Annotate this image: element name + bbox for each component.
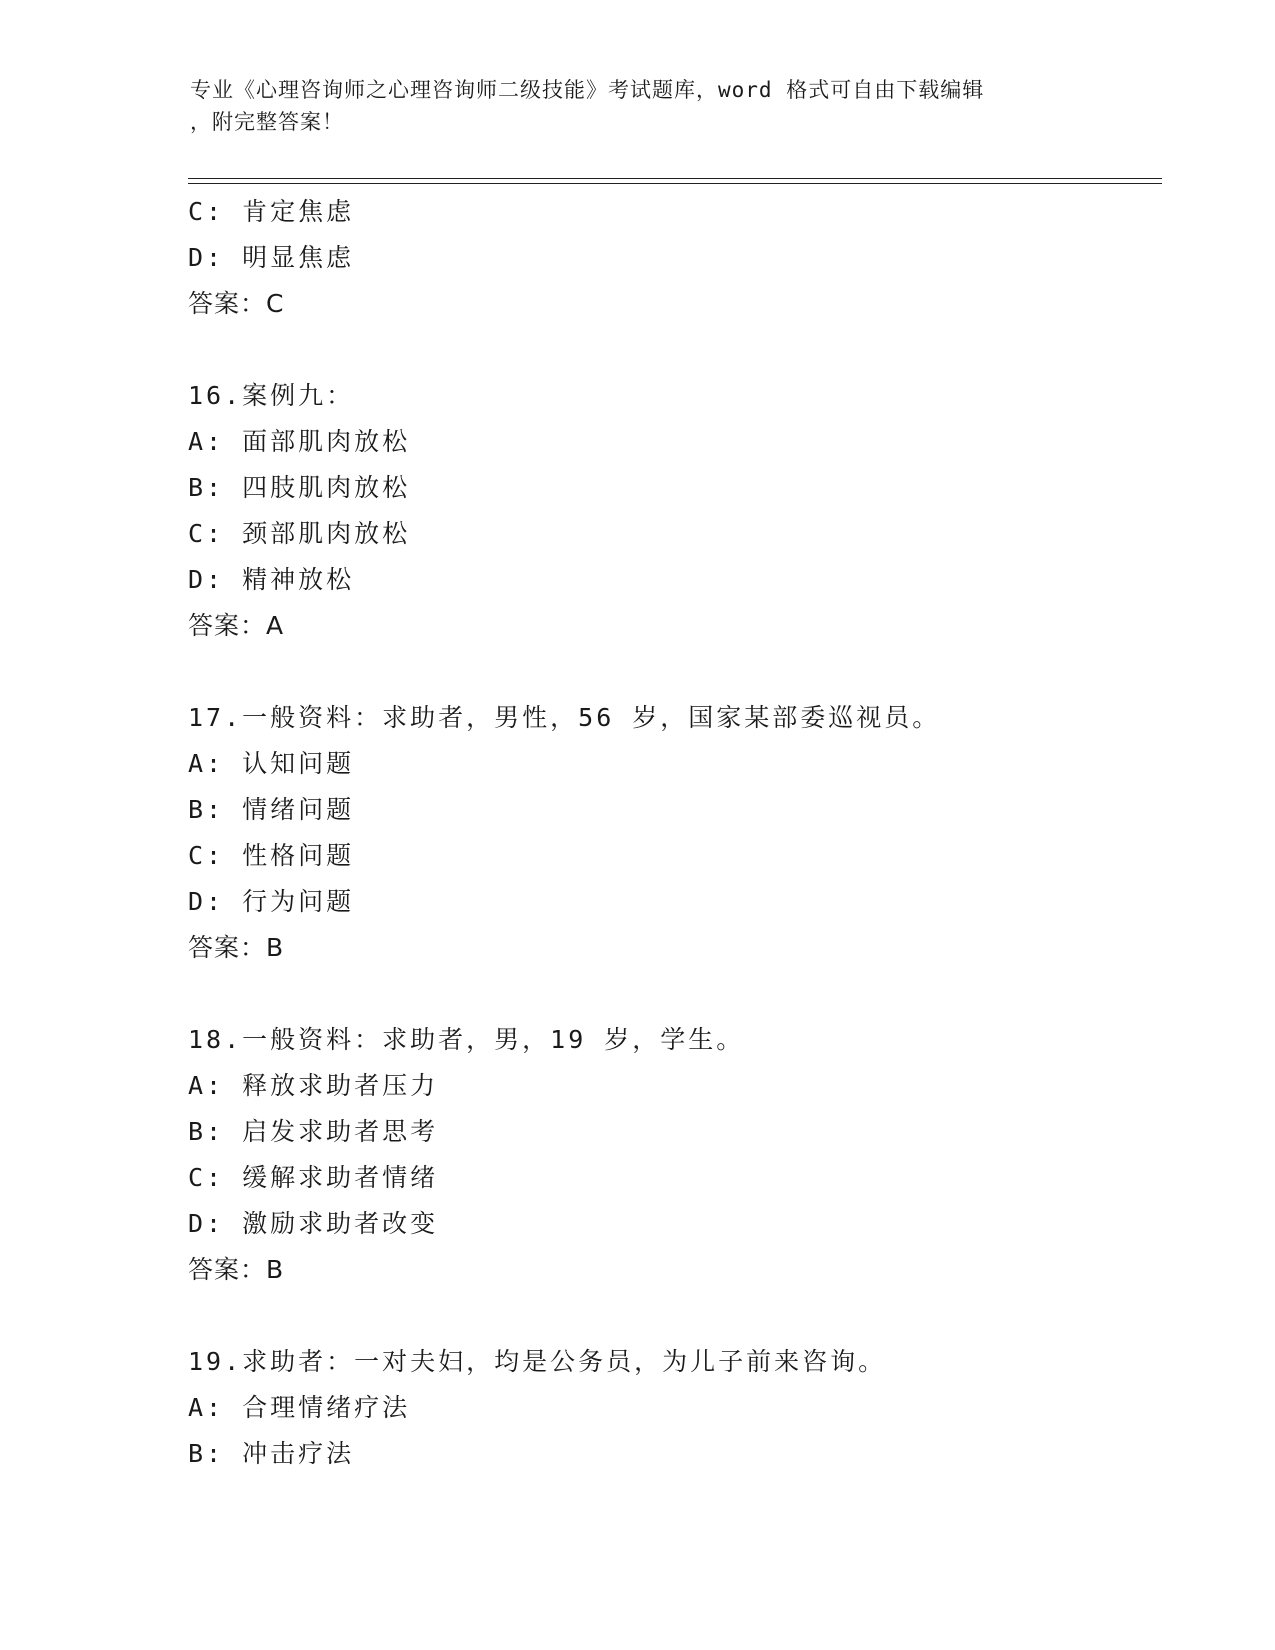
question-content [188, 189, 1148, 1477]
question-stem: 19.求助者：一对夫妇，均是公务员，为儿子前来咨询。 [188, 1347, 887, 1376]
question-19 [188, 1339, 1148, 1477]
option-b: B: 情绪问题 [188, 795, 355, 824]
option-d: D: 明显焦虑 [188, 243, 355, 272]
spacer [188, 1293, 1148, 1339]
option-a: A: 合理情绪疗法 [188, 1393, 411, 1422]
option-d: D: 精神放松 [188, 565, 355, 594]
option-a: A: 释放求助者压力 [188, 1071, 439, 1100]
header-divider-bottom [188, 183, 1162, 184]
spacer [188, 327, 1148, 373]
spacer [188, 649, 1148, 695]
option-a: A: 面部肌肉放松 [188, 427, 411, 456]
option-c: C: 颈部肌肉放松 [188, 519, 411, 548]
question-stem: 16.案例九： [188, 381, 355, 410]
option-a: A: 认知问题 [188, 749, 355, 778]
answer: 答案：A [188, 611, 285, 640]
answer: 答案：B [188, 1255, 285, 1284]
option-b: B: 启发求助者思考 [188, 1117, 439, 1146]
question-stem: 17.一般资料：求助者，男性，56 岁，国家某部委巡视员。 [188, 703, 941, 732]
answer: 答案：B [188, 933, 285, 962]
header-line-1: 专业《心理咨询师之心理咨询师二级技能》考试题库，word 格式可自由下载编辑 [190, 78, 985, 102]
previous-question [188, 189, 1148, 327]
question-16 [188, 373, 1148, 649]
question-17 [188, 695, 1148, 971]
option-b: B: 四肢肌肉放松 [188, 473, 411, 502]
option-d: D: 激励求助者改变 [188, 1209, 439, 1238]
option-c: C: 肯定焦虑 [188, 197, 355, 226]
option-d: D: 行为问题 [188, 887, 355, 916]
header-line-2: ，附完整答案！ [190, 110, 344, 134]
option-c: C: 缓解求助者情绪 [188, 1163, 439, 1192]
spacer [188, 971, 1148, 1017]
question-stem: 18.一般资料：求助者，男，19 岁，学生。 [188, 1025, 745, 1054]
document-header [190, 74, 1090, 138]
header-divider-top [188, 178, 1162, 179]
option-c: C: 性格问题 [188, 841, 355, 870]
question-18 [188, 1017, 1148, 1293]
option-b: B: 冲击疗法 [188, 1439, 355, 1468]
answer: 答案：C [188, 289, 285, 318]
